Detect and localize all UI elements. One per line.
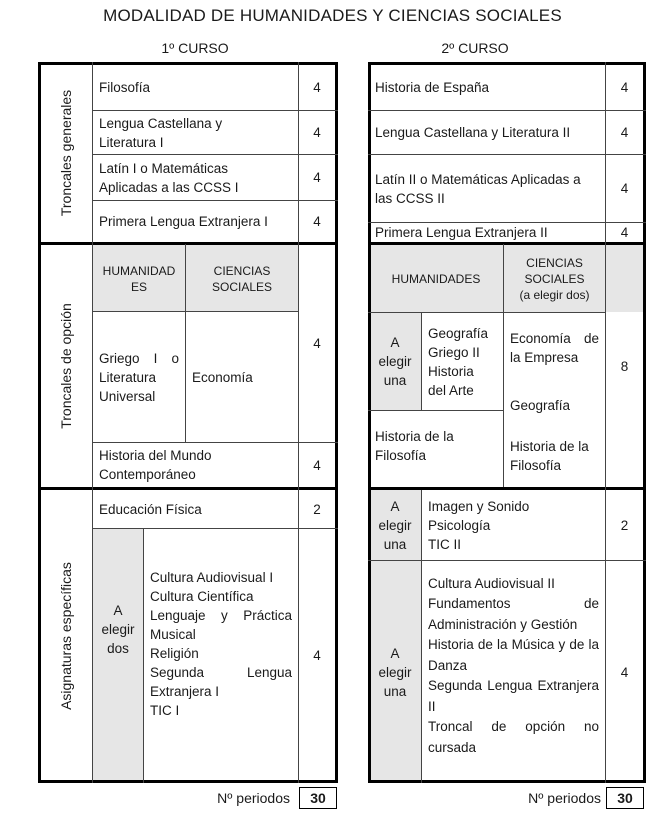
c1-periods-cell: 4 bbox=[313, 214, 321, 229]
c2-periods-cell: 4 bbox=[620, 125, 629, 140]
c1-periods-cell: 4 bbox=[313, 457, 321, 473]
c1-periods-cell: 4 bbox=[313, 80, 321, 95]
c2-periods-cell: 2 bbox=[620, 517, 629, 533]
c1-total-label: Nº periodos bbox=[217, 790, 290, 806]
c2-subject-cell: Lengua Castellana y Literatura II bbox=[375, 125, 571, 140]
c1-periods-cell: 4 bbox=[313, 647, 321, 663]
c2-options-list: Imagen y Sonido Psicología TIC II bbox=[428, 498, 530, 552]
c2-subject-cell: Primera Lengua Extranjera II bbox=[375, 225, 548, 240]
c1-label-especificas: Asignaturas específicas bbox=[58, 561, 75, 710]
c1-total-value: 30 bbox=[299, 787, 337, 809]
c1-ciencias-subject: Economía bbox=[192, 369, 253, 385]
c1-label-troncales-generales: Troncales generales bbox=[58, 89, 75, 217]
c1-periods-cell: 2 bbox=[313, 501, 321, 517]
course2-heading: 2º CURSO bbox=[441, 40, 509, 56]
c2-periods-cell: 8 bbox=[620, 358, 629, 374]
c1-periods-cell: 4 bbox=[313, 170, 321, 185]
c2-choose-label: A elegir una bbox=[378, 645, 412, 699]
c1-choose-label: A elegir dos bbox=[101, 602, 135, 656]
c2-subject-cell: Historia de España bbox=[375, 80, 490, 95]
c2-ciencias-option: Geografía bbox=[510, 397, 571, 413]
c1-periods-cell: 4 bbox=[313, 336, 321, 351]
c2-subject-cell: Latín II o Matemáticas Aplicadas a las CCSS II bbox=[375, 171, 581, 206]
c2-choose-label: A elegir una bbox=[378, 498, 412, 552]
c2-choose-label: A elegir una bbox=[378, 335, 412, 388]
c1-subject-cell: Latín I o Matemáticas Aplicadas a las CCSS I bbox=[99, 160, 239, 195]
c2-ciencias-extra: Historia de la Filosofía bbox=[510, 439, 589, 473]
c1-subject-cell: Lengua Castellana y Literatura I bbox=[99, 115, 223, 150]
c2-humanidades-options: Geografía Griego II Historia del Arte bbox=[428, 325, 489, 398]
c2-col-header-ciencias: CIENCIAS SOCIALES (a elegir dos) bbox=[519, 256, 590, 302]
course1-heading: 1º CURSO bbox=[161, 40, 229, 56]
c2-total-label: Nº periodos bbox=[528, 790, 601, 806]
c2-periods-cell: 4 bbox=[620, 225, 629, 240]
c1-subject-cell: Educación Física bbox=[99, 501, 202, 517]
page-title: MODALIDAD DE HUMANIDADES Y CIENCIAS SOCIALES bbox=[103, 6, 562, 25]
c1-col-header-humanidades: HUMANIDAD ES bbox=[102, 263, 176, 294]
c2-total-value: 30 bbox=[606, 787, 644, 809]
c2-col-header-humanidades: HUMANIDADES bbox=[391, 272, 481, 286]
c1-subject-cell: Filosofía bbox=[99, 80, 151, 95]
c1-humanidades-subject: Griego I o Literatura Universal bbox=[99, 350, 179, 404]
c2-options-list: Cultura Audiovisual II Fundamentos de Administración y Gestión Historia de la Música y de la Danza Segunda Lengua Extranjera II Troncal de opción no cursada bbox=[428, 575, 599, 755]
c1-subject-cell: Primera Lengua Extranjera I bbox=[99, 214, 268, 229]
c1-label-troncales-opcion: Troncales de opción bbox=[58, 303, 74, 429]
c2-periods-cell: 4 bbox=[620, 664, 629, 680]
c2-periods-cell: 4 bbox=[620, 80, 629, 95]
c1-options-list: Cultura Audiovisual I Cultura Científica Lenguaje y Práctica Musical Religión Segunda Lengua Extranjera I TIC I bbox=[150, 570, 292, 718]
c2-periods-cell: 4 bbox=[620, 181, 629, 196]
c1-subject-cell: Historia del Mundo Contemporáneo bbox=[99, 448, 212, 482]
c1-periods-cell: 4 bbox=[313, 125, 321, 140]
c1-col-header-ciencias: CIENCIAS SOCIALES bbox=[211, 263, 273, 294]
c2-ciencias-option: Economía de la Empresa bbox=[510, 331, 599, 365]
c2-humanidades-extra: Historia de la Filosofía bbox=[375, 429, 454, 463]
